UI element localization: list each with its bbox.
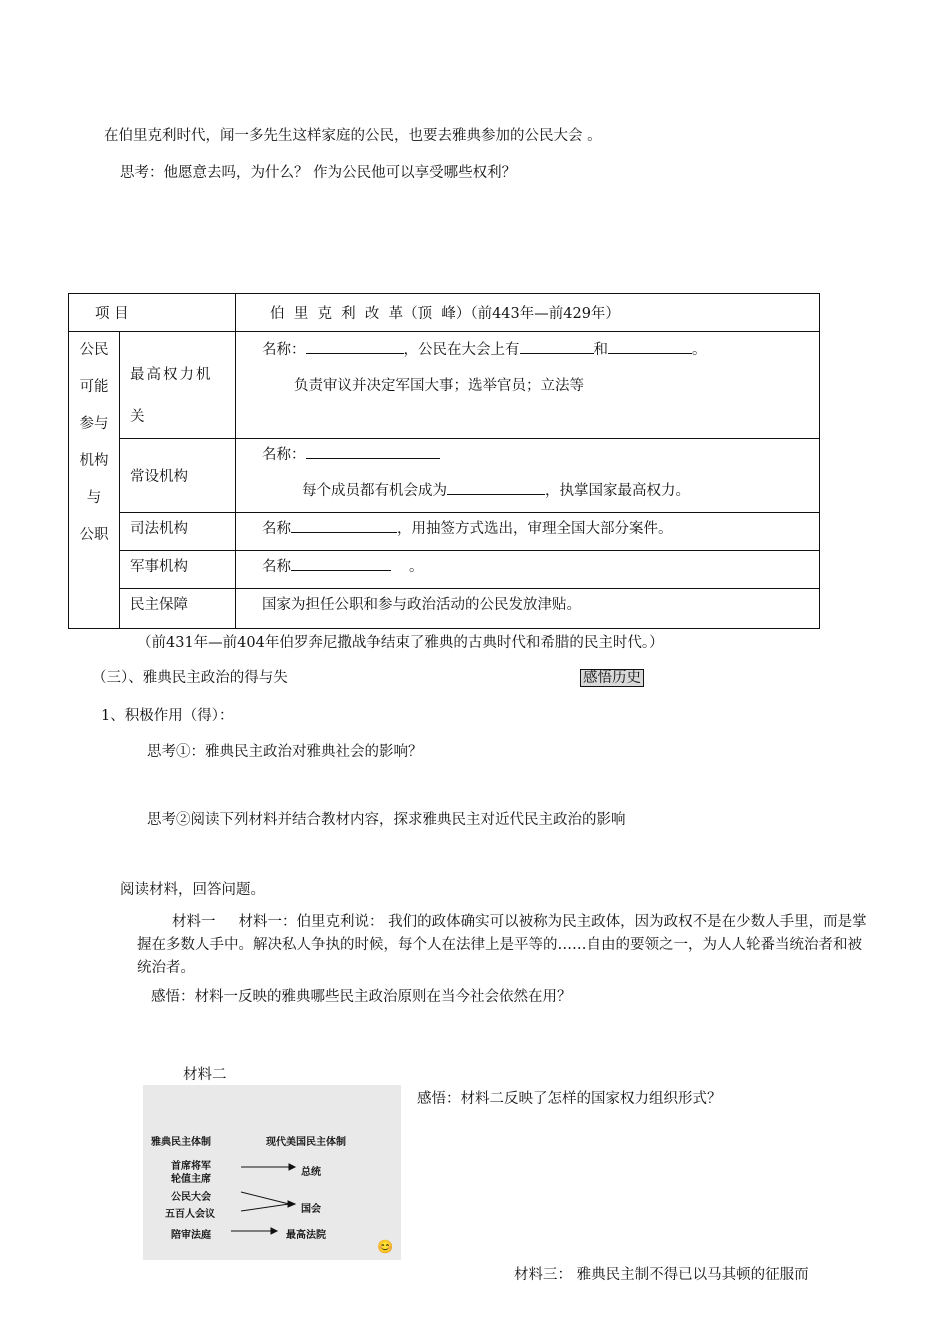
figure-left-title: 雅典民主体制 — [151, 1137, 211, 1148]
label-name: 名称 — [262, 521, 292, 537]
tag-box — [580, 666, 644, 687]
table-row — [69, 589, 820, 629]
table-row — [69, 513, 820, 551]
insight-2: 感悟：材料二反映了怎样的国家权力组织形式？ — [417, 1091, 722, 1107]
row-content-military — [236, 551, 820, 589]
standing-line-1 — [262, 443, 819, 467]
material-1: 材料一 材料一：伯里克利说： 我们的政体确实可以被称为民主政体，因为政权不是在少数人手里，而是掌握在多数人手中。解决私人争执的时候，每个人在法律上是平等的……自由的要领之一，为人人轮番当统治者和被统治者。 — [137, 914, 867, 976]
figure-left-1a: 首席将军 — [171, 1161, 211, 1172]
material-3: 材料三： 雅典民主制不得已以马其顿的征服而 — [514, 1267, 809, 1283]
figure-right-2: 国会 — [301, 1204, 321, 1215]
label-text: ，公民在大会上有 — [403, 342, 520, 358]
table-row — [69, 551, 820, 589]
supreme-line-1 — [262, 338, 819, 362]
blank-field — [447, 480, 545, 495]
figure-right-title: 现代美国民主体制 — [266, 1137, 346, 1148]
label-text: 。 — [409, 559, 424, 575]
subheading-positive: 1、积极作用（得）： — [101, 708, 234, 724]
blank-field — [291, 556, 391, 571]
label-text: 和 — [593, 342, 609, 358]
arrow-line — [241, 1204, 289, 1211]
intro-line-2: 思考：他愿意去吗，为什么？ 作为公民他可以享受哪些权利？ — [120, 165, 517, 181]
think-question-2: 思考②阅读下列材料并结合教材内容，探求雅典民主对近代民主政治的影响 — [147, 812, 626, 828]
row-content-guarantee: 国家为担任公职和参与政治活动的公民发放津贴。 — [236, 589, 820, 629]
row-name-supreme: 最高权力机关 — [120, 332, 236, 439]
blank-field — [306, 444, 440, 459]
smiley-icon: 😊 — [377, 1240, 394, 1255]
label-name: 名称 — [262, 559, 292, 575]
label-text: 每个成员都有机会成为 — [302, 483, 448, 499]
figure-arrows — [143, 1085, 401, 1260]
arrow-line — [241, 1192, 289, 1204]
row-content-judicial — [236, 513, 820, 551]
blank-field — [306, 339, 404, 354]
figure-left-2a: 公民大会 — [171, 1192, 211, 1203]
row-name-standing: 常设机构 — [120, 439, 236, 513]
comparison-figure — [143, 1085, 401, 1260]
table-row — [69, 439, 820, 513]
label-text: ，执掌国家最高权力。 — [545, 483, 691, 499]
figure-right-1: 总统 — [301, 1167, 321, 1178]
arrow-head — [271, 1228, 277, 1234]
label-text: 。 — [692, 342, 707, 358]
reform-table — [68, 293, 820, 629]
group-label-line: 与 — [86, 490, 102, 506]
header-item: 项 目 — [69, 294, 236, 332]
group-label-line: 可能 — [79, 379, 109, 395]
label-text: ，用抽签方式选出，审理全国大部分案件。 — [397, 521, 673, 537]
row-name-judicial: 司法机构 — [120, 513, 236, 551]
row-content-supreme — [236, 332, 820, 439]
table-header-row — [69, 294, 820, 332]
blank-field — [291, 518, 397, 533]
figure-left-1b: 轮值主席 — [171, 1174, 211, 1185]
row-name-military: 军事机构 — [120, 551, 236, 589]
group-label-line: 机构 — [79, 453, 109, 469]
row-group-label — [69, 332, 120, 629]
supreme-line-2: 负责审议并决定军国大事；选举官员；立法等 — [294, 378, 585, 394]
group-label-line: 参与 — [79, 416, 109, 432]
think-question-1: 思考①：雅典民主政治对雅典社会的影响？ — [147, 744, 423, 760]
insight-1: 感悟：材料一反映的雅典哪些民主政治原则在当今社会依然在用？ — [151, 989, 572, 1005]
row-content-standing — [236, 439, 820, 513]
blank-field — [520, 339, 594, 354]
blank-field — [608, 339, 692, 354]
arrow-head — [288, 1201, 295, 1207]
history-note: （前431年—前404年伯罗奔尼撒战争结束了雅典的古典时代和希腊的民主时代。） — [137, 635, 664, 651]
read-instruction: 阅读材料，回答问题。 — [120, 882, 265, 898]
label-name: 名称： — [262, 342, 306, 358]
figure-left-3: 陪审法庭 — [171, 1230, 211, 1241]
row-name-guarantee: 民主保障 — [120, 589, 236, 629]
group-label-line: 公民 — [79, 342, 109, 358]
standing-line-2 — [262, 479, 819, 503]
material-2-label: 材料二 — [183, 1067, 227, 1083]
figure-left-2b: 五百人会议 — [165, 1209, 215, 1220]
arrow-head — [289, 1164, 295, 1170]
group-label-line: 公职 — [79, 527, 109, 543]
header-title: 伯 里 克 利 改 革（顶 峰）（前443年—前429年） — [236, 294, 820, 332]
section-heading: （三）、雅典民主政治的得与失 — [92, 670, 288, 686]
label-name: 名称： — [262, 447, 306, 463]
table-row — [69, 332, 820, 439]
intro-line-1: 在伯里克利时代，闻一多先生这样家庭的公民，也要去雅典参加的公民大会 。 — [104, 128, 602, 144]
figure-right-3: 最高法院 — [286, 1230, 326, 1241]
tag-label: 感悟历史 — [580, 669, 644, 687]
